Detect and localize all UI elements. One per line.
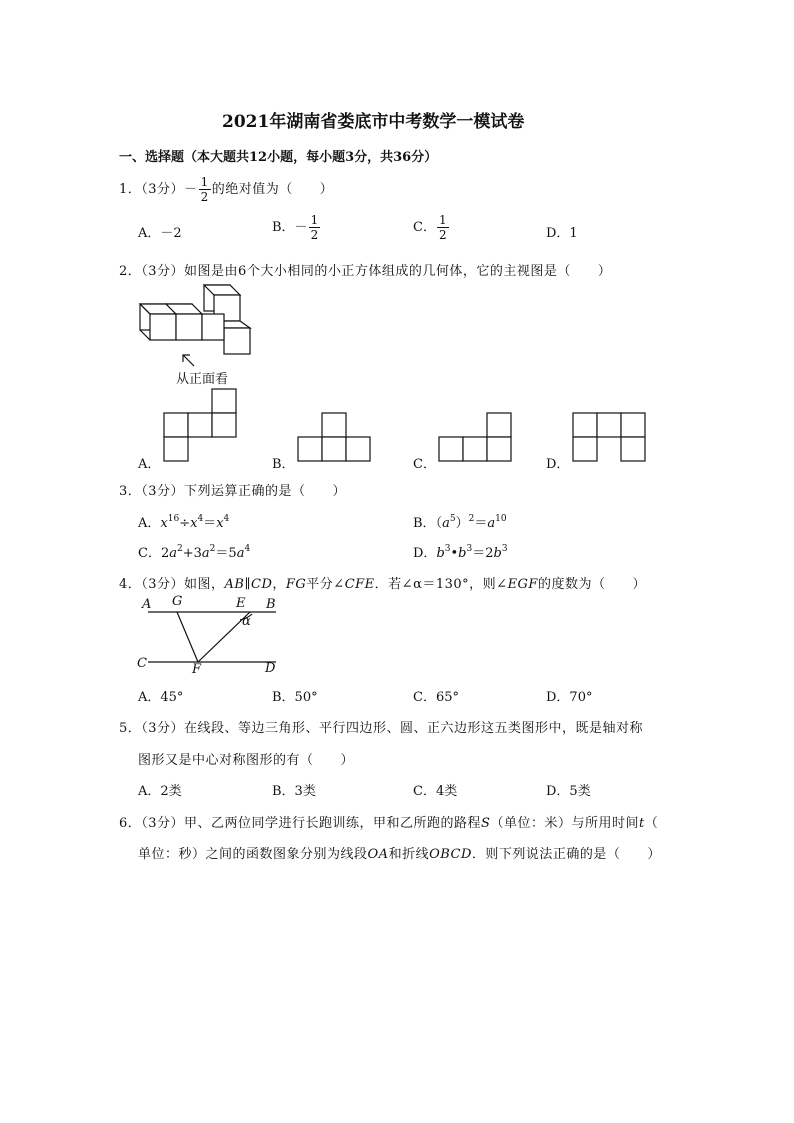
- q1-option-d[interactable]: D．1: [546, 226, 578, 241]
- question-6-text: 单位：秒）之间的函数图象分别为线段: [138, 847, 368, 862]
- option-label: D．: [413, 546, 437, 561]
- polyline-obcd: OBCD: [429, 847, 472, 862]
- cube-solid-figure: [130, 282, 255, 362]
- question-5-line-2: 图形又是中心对称图形的有（ ）: [138, 753, 355, 768]
- q4-option-a[interactable]: A．45°: [138, 690, 184, 705]
- q5-option-b[interactable]: B．3类: [272, 784, 316, 799]
- parallel-lines: AB∥CD: [224, 577, 273, 592]
- fraction-one-half: [437, 214, 449, 241]
- question-4-text: ．若∠α＝130°，则∠: [374, 577, 508, 592]
- question-1-number: 1．（3分）: [119, 182, 185, 197]
- option-label: B．: [413, 516, 436, 531]
- q3-option-c[interactable]: C．$2a^2+3a^2=5a^4$: [138, 544, 251, 561]
- q1-option-c[interactable]: [413, 214, 450, 241]
- question-4-text: 平分∠: [306, 577, 345, 592]
- q4-option-b[interactable]: B．50°: [272, 690, 318, 705]
- question-6-text: （单位：米）与所用时间: [490, 816, 639, 831]
- question-4-text: ，: [272, 577, 286, 592]
- fraction-denominator: 2: [200, 190, 209, 204]
- fraction-numerator: 1: [310, 213, 319, 227]
- variable-t: t: [638, 816, 645, 831]
- segment-fg: FG: [285, 577, 307, 592]
- question-2: 2．（3分）如图是由6个大小相同的小正方体组成的几何体，它的主视图是（ ）: [119, 264, 612, 279]
- q2-option-c-label[interactable]: C．: [413, 457, 436, 472]
- fraction-numerator: 1: [438, 213, 447, 227]
- q1-option-b[interactable]: [272, 214, 321, 241]
- question-1-text: 的绝对值为（ ）: [211, 182, 334, 197]
- fraction-one-half: [309, 214, 321, 241]
- fraction-one-half: [199, 176, 211, 203]
- q5-option-d[interactable]: D．5类: [546, 784, 591, 799]
- q2-option-c-figure[interactable]: [437, 412, 515, 462]
- point-label-a: A: [142, 597, 152, 612]
- variable-s: S: [481, 816, 491, 831]
- view-direction-label: 从正面看: [176, 372, 229, 387]
- angle-label-alpha: α: [242, 614, 251, 629]
- question-6-text: （: [644, 816, 659, 831]
- point-label-c: C: [137, 656, 147, 671]
- angle-egf: EGF: [507, 577, 538, 592]
- question-6-line-2: [138, 843, 661, 862]
- segment-oa: OA: [367, 847, 389, 862]
- q2-option-d-figure[interactable]: [571, 412, 649, 462]
- q2-option-d-label[interactable]: D．: [546, 457, 570, 472]
- fraction-denominator: 2: [438, 228, 447, 242]
- point-label-f: F: [192, 662, 202, 677]
- q5-option-a[interactable]: A．2类: [138, 784, 182, 799]
- point-label-d: D: [265, 661, 276, 676]
- q2-option-a-label[interactable]: A．: [138, 457, 161, 472]
- q5-option-c[interactable]: C．4类: [413, 784, 458, 799]
- question-6-text: ．则下列说法正确的是（ ）: [471, 847, 661, 862]
- angle-cfe: CFE: [344, 577, 375, 592]
- fraction-denominator: 2: [310, 228, 319, 242]
- question-1: [119, 176, 333, 203]
- point-label-e: E: [236, 596, 246, 611]
- q3-option-d[interactable]: D．$b^3•b^3=2b^3$: [413, 544, 508, 561]
- page-title: 2021年湖南省娄底市中考数学一模试卷: [222, 112, 525, 132]
- question-6-line-1: [119, 812, 658, 831]
- q2-option-b-label[interactable]: B．: [272, 457, 295, 472]
- q3-option-b[interactable]: B．$(a^5)^2=a^{10}$: [413, 514, 507, 531]
- q3-option-a[interactable]: A．$x^{16}\div x^4=x^4$: [138, 514, 230, 531]
- question-4-text: 的度数为（ ）: [537, 577, 646, 592]
- question-4-number: 4．（3分）如图，: [119, 577, 225, 592]
- question-3: 3．（3分）下列运算正确的是（ ）: [119, 484, 347, 499]
- point-label-g: G: [172, 594, 183, 609]
- option-label: C．: [138, 546, 161, 561]
- q1-option-a[interactable]: A．－2: [138, 226, 182, 241]
- section-header: 一、选择题（本大题共12小题，每小题3分，共36分）: [119, 150, 438, 165]
- q4-option-c[interactable]: C．65°: [413, 690, 459, 705]
- parallel-lines-figure: [136, 592, 286, 678]
- negative-sign: －: [184, 182, 198, 197]
- option-label: C．: [413, 220, 436, 235]
- q2-option-b-figure[interactable]: [296, 412, 374, 462]
- option-label: A．: [138, 516, 161, 531]
- point-label-b: B: [266, 597, 276, 612]
- fraction-numerator: 1: [200, 175, 209, 189]
- question-4: [119, 573, 646, 592]
- question-6-text: 6．（3分）甲、乙两位同学进行长跑训练，甲和乙所跑的路程: [119, 816, 482, 831]
- q2-option-a-figure[interactable]: [162, 388, 238, 462]
- question-6-text: 和折线: [388, 847, 430, 862]
- q4-option-d[interactable]: D．70°: [546, 690, 593, 705]
- option-label: B．－: [272, 220, 308, 235]
- question-5-line-1: 5．（3分）在线段、等边三角形、平行四边形、圆、正六边形这五类图形中，既是轴对称: [119, 721, 644, 736]
